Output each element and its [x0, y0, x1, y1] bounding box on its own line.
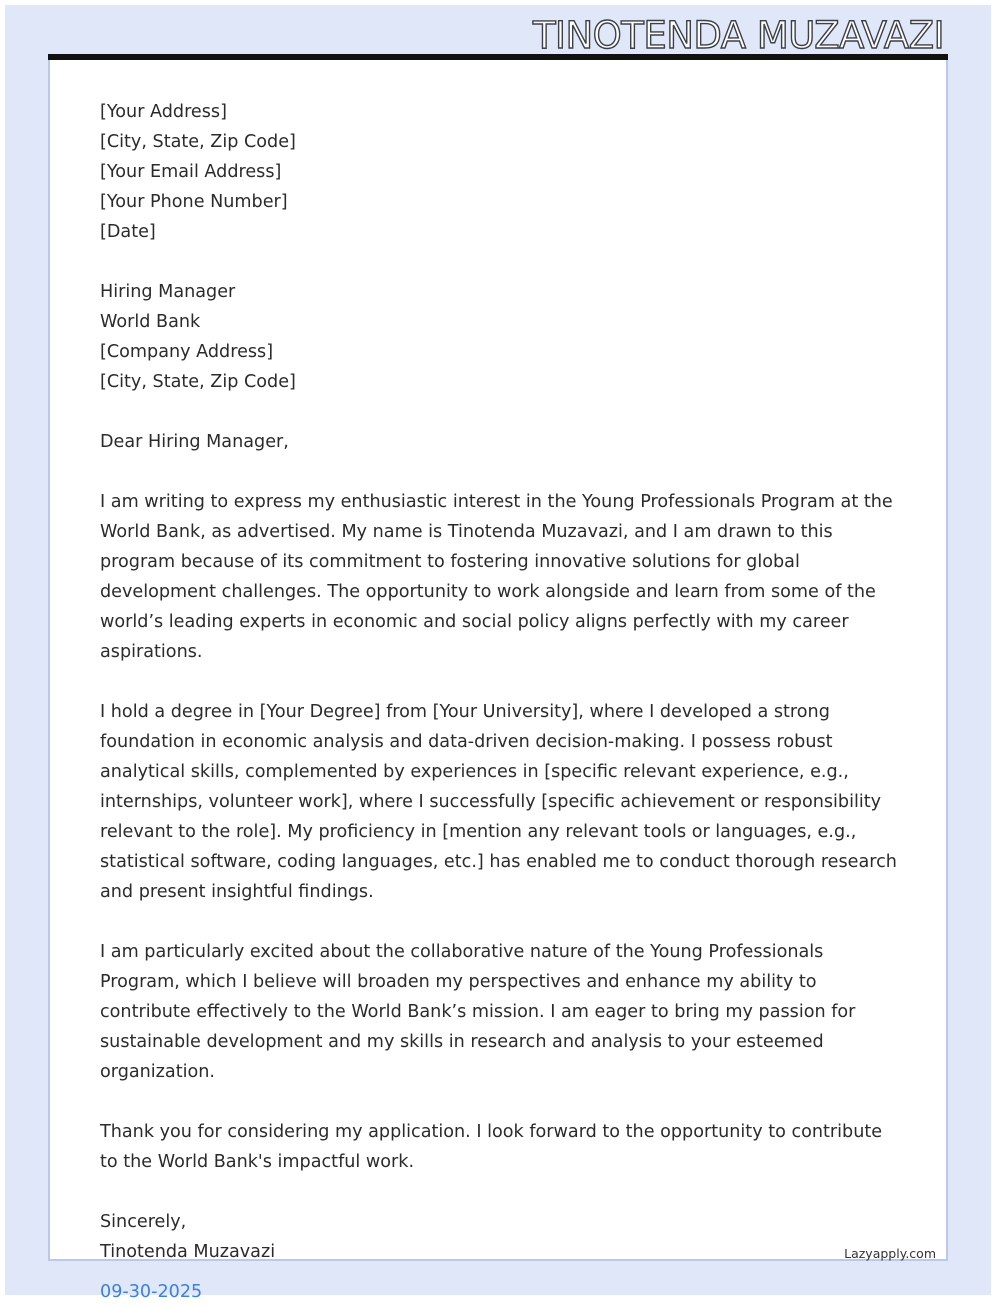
- signature-name: Tinotenda Muzavazi: [100, 1242, 276, 1262]
- lazyapply-watermark: Lazyapply.com: [844, 1246, 936, 1261]
- body-paragraph: I hold a degree in [Your Degree] from [Your University], where I developed a strong foundation in economic analysis and data-driven decision-making. I possess robust analytical skills, complemented by experiences in [specific relevant experience, e.g., internships, volunteer work], where I successfully [specific achievement or responsibility relevant to the role]. My proficiency in [mention any relevant tools or languages, e.g., statistical software, coding languages, etc.] has enabled me to conduct thorough research and present insightful findings.: [100, 702, 897, 902]
- recipient-title: Hiring Manager: [100, 282, 236, 302]
- sender-phone: [Your Phone Number]: [100, 192, 288, 212]
- body-paragraph: Thank you for considering my application. I look forward to the opportunity to contribute to the World Bank's impactful work.: [100, 1122, 883, 1172]
- body-paragraph: I am particularly excited about the collaborative nature of the Young Professionals Program, which I believe will broaden my perspectives and enhance my ability to contribute effectively to the World Bank’s mission. I am eager to bring my passion for sustainable development and my skills in research and analysis to your esteemed organization.: [100, 942, 856, 1082]
- body-paragraph: I am writing to express my enthusiastic interest in the Young Professionals Program at the World Bank, as advertised. My name is Tinotenda Muzavazi, and I am drawn to this program because of its commitment to fostering innovative solutions for global development challenges. The opportunity to work alongside and learn from some of the world’s leading experts in economic and social policy aligns perfectly with my career aspirations.: [100, 492, 893, 662]
- salutation: Dear Hiring Manager,: [100, 432, 289, 452]
- recipient-address: [Company Address]: [100, 342, 274, 362]
- sender-date: [Date]: [100, 222, 156, 242]
- cover-letter: [100, 97, 900, 1267]
- sender-block: [100, 97, 900, 247]
- sender-email: [Your Email Address]: [100, 162, 282, 182]
- recipient-company: World Bank: [100, 312, 201, 332]
- recipient-block: [100, 277, 900, 397]
- valediction: Sincerely,: [100, 1212, 187, 1232]
- footer-date: 09-30-2025: [100, 1282, 203, 1302]
- sender-address: [Your Address]: [100, 102, 227, 122]
- recipient-city-state-zip: [City, State, Zip Code]: [100, 372, 296, 392]
- applicant-name-heading: TINOTENDA MUZAVAZI: [532, 14, 944, 57]
- sender-city-state-zip: [City, State, Zip Code]: [100, 132, 296, 152]
